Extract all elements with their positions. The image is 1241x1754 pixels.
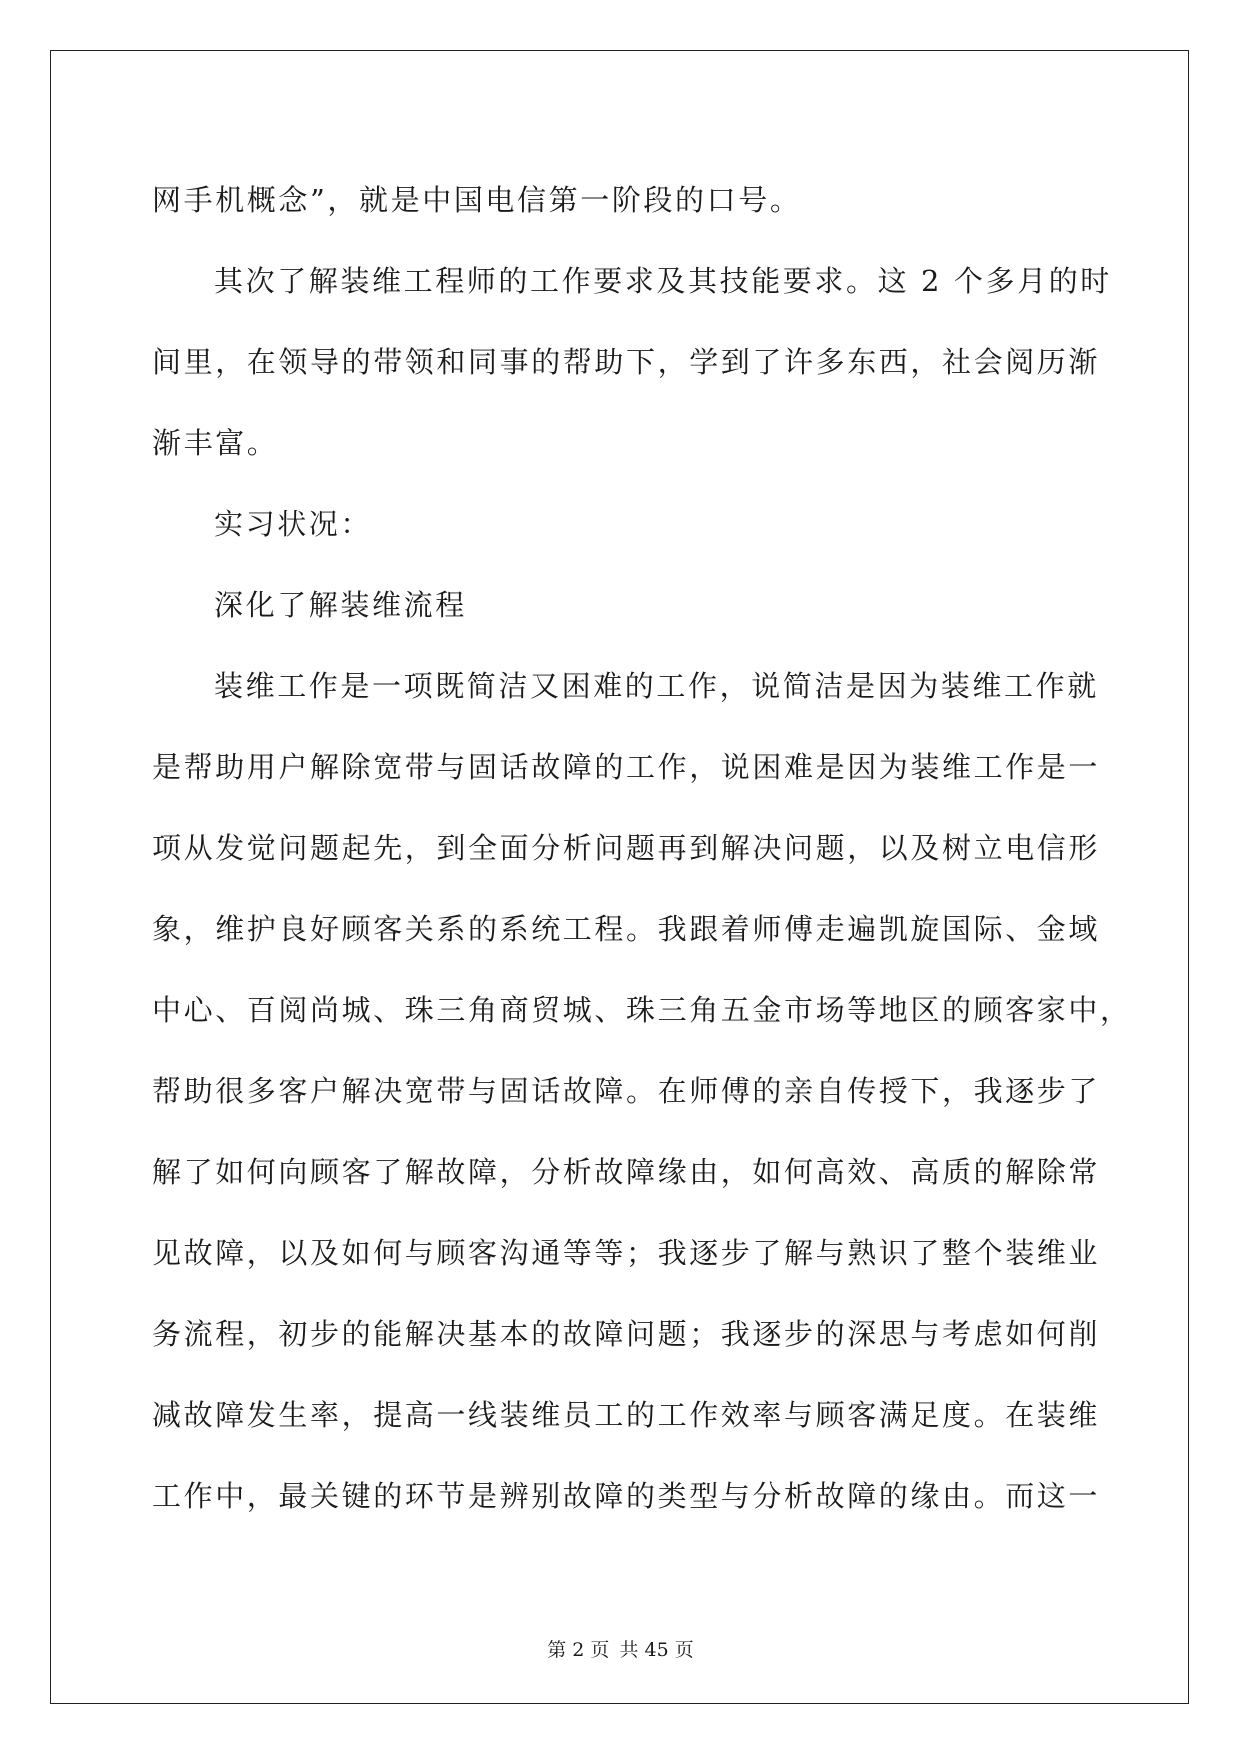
- text-line-12: 帮助很多客户解决宽带与固话故障。在师傅的亲自传授下，我逐步了: [152, 1074, 1101, 1108]
- text-line-15: 务流程，初步的能解决基本的故障问题；我逐步的深思与考虑如何削: [152, 1317, 1101, 1351]
- text-line-7: 装维工作是一项既简洁又困难的工作，说简洁是因为装维工作就: [214, 669, 1099, 703]
- page-footer: [0, 1635, 1241, 1662]
- text-line-4: 渐丰富。: [152, 426, 279, 460]
- section-label-internship-status: 实习状况：: [214, 507, 373, 541]
- text-line-9: 项从发觉问题起先，到全面分析问题再到解决问题，以及树立电信形: [152, 831, 1101, 865]
- text-line-17: 工作中，最关键的环节是辨别故障的类型与分析故障的缘由。而这一: [152, 1479, 1101, 1513]
- text-line-8: 是帮助用户解除宽带与固话故障的工作，说困难是因为装维工作是一: [152, 750, 1101, 784]
- page-total: 共 45 页: [619, 1639, 694, 1661]
- document-body: [152, 160, 1132, 1537]
- text-line-2: 其次了解装维工程师的工作要求及其技能要求。这 2 个多月的时: [214, 264, 1112, 298]
- text-line-14: 见故障，以及如何与顾客沟通等等；我逐步了解与熟识了整个装维业: [152, 1236, 1101, 1270]
- text-line-3: 间里，在领导的带领和同事的帮助下，学到了许多东西，社会阅历渐: [152, 345, 1101, 379]
- page-number: 第 2 页: [547, 1639, 610, 1661]
- text-line-13: 解了如何向顾客了解故障，分析故障缘由，如何高效、高质的解除常: [152, 1155, 1101, 1189]
- text-line-1: 网手机概念”，就是中国电信第一阶段的口号。: [152, 183, 802, 217]
- text-line-11: 中心、百阅尚城、珠三角商贸城、珠三角五金市场等地区的顾客家中，: [152, 993, 1132, 1027]
- section-heading-installation-process: 深化了解装维流程: [214, 588, 467, 622]
- text-line-16: 减故障发生率，提高一线装维员工的工作效率与顾客满足度。在装维: [152, 1398, 1101, 1432]
- text-line-10: 象，维护良好顾客关系的系统工程。我跟着师傅走遍凯旋国际、金域: [152, 912, 1101, 946]
